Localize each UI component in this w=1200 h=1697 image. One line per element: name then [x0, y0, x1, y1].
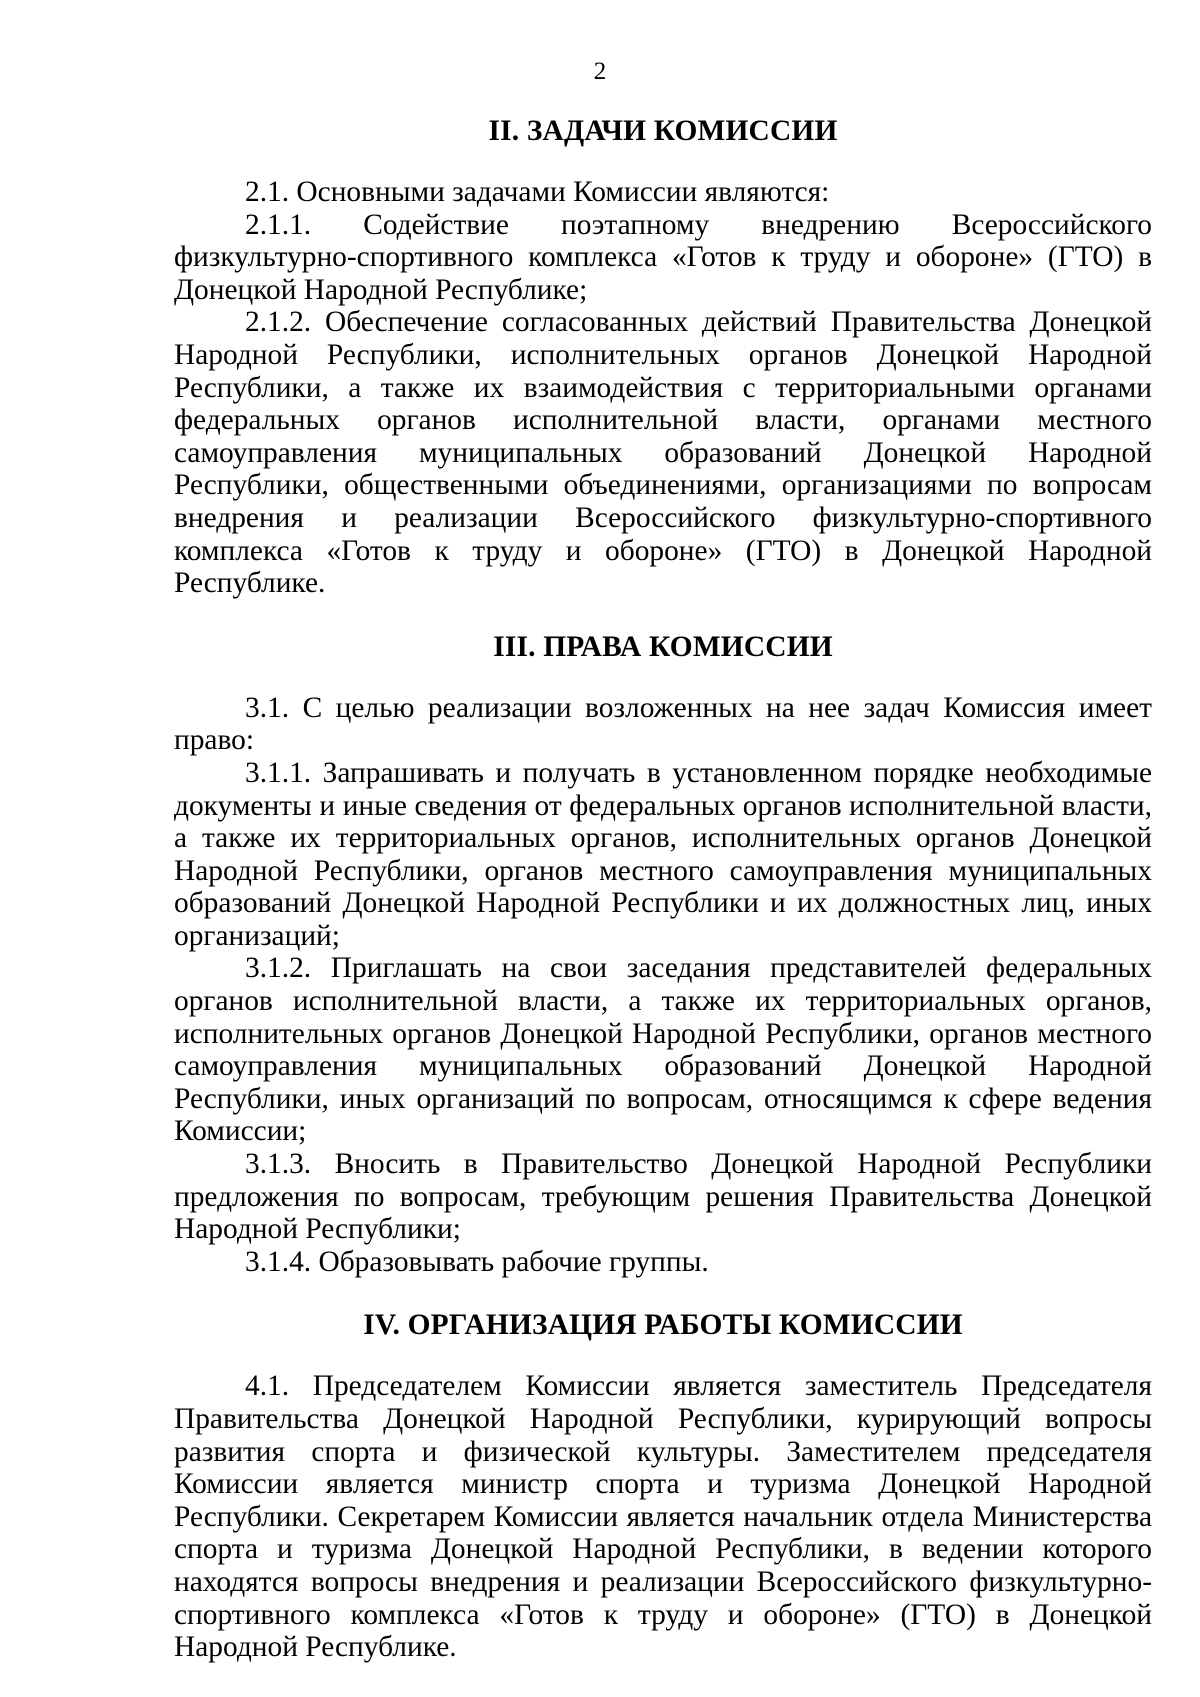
paragraph-2-1-2: 2.1.2. Обеспечение согласованных действий Правительства Донецкой Народной Республики, исполнительных органов Донецкой Народной Республики, а также их взаимодействия с территориальными органами федеральных органов исполнительной власти, органами местного самоуправления муниципальных образований Донецкой Народной Республики, общественными объединениями, организациями по вопросам внедрения и реализации Всероссийского физкультурно-спортивного комплекса «Готов к труду и обороне» (ГТО) в Донецкой Народной Республике. — [174, 306, 1152, 600]
section-heading-rights: III. ПРАВА КОМИССИИ — [493, 630, 833, 663]
section-heading-tasks: II. ЗАДАЧИ КОМИССИИ — [488, 115, 838, 147]
paragraph-3-1-3: 3.1.3. Вносить в Правительство Донецкой Народной Республики предложения по вопросам, требующим решения Правительства Донецкой Народной Республики; — [174, 1148, 1152, 1246]
paragraph-3-1-4: 3.1.4. Образовывать рабочие группы. — [245, 1245, 709, 1278]
paragraph-3-1-2: 3.1.2. Приглашать на свои заседания представителей федеральных органов исполнительной власти, а также их территориальных органов, исполнительных органов Донецкой Народной Республики, органов местного самоуправления муниципальных образований Донецкой Народной Республики, иных организаций по вопросам, относящимся к сфере ведения Комиссии; — [174, 952, 1152, 1148]
paragraph-3-1: 3.1. С целью реализации возложенных на нее задач Комиссия имеет право: — [174, 691, 1152, 757]
paragraph-3-1-1: 3.1.1. Запрашивать и получать в установленном порядке необходимые документы и иные сведения от федеральных органов исполнительной власти, а также их территориальных органов, исполнительных органов Донецкой Народной Республики, органов местного самоуправления муниципальных образований Донецкой Народной Республики и их должностных лиц, иных организаций; — [174, 756, 1152, 952]
paragraph-4-1: 4.1. Председателем Комиссии является заместитель Председателя Правительства Донецкой Народной Республики, курирующий вопросы развития спорта и физической культуры. Заместителем председателя Комиссии является министр спорта и туризма Донецкой Народной Республики. Секретарем Комиссии является начальник отдела Министерства спорта и туризма Донецкой Народной Республики, в ведении которого находятся вопросы внедрения и реализации Всероссийского физкультурно-спортивного комплекса «Готов к труду и обороне» (ГТО) в Донецкой Народной Республике. — [174, 1370, 1152, 1664]
paragraph-2-1: 2.1. Основными задачами Комиссии являются: — [245, 176, 830, 208]
paragraph-2-1-1: 2.1.1. Содействие поэтапному внедрению Всероссийского физкультурно-спортивного комплекса «Готов к труду и обороне» (ГТО) в Донецкой Народной Республике; — [174, 208, 1152, 306]
page-number: 2 — [593, 58, 607, 85]
section-heading-organization: IV. ОРГАНИЗАЦИЯ РАБОТЫ КОМИССИИ — [363, 1309, 963, 1342]
document-body — [174, 110, 1152, 1664]
